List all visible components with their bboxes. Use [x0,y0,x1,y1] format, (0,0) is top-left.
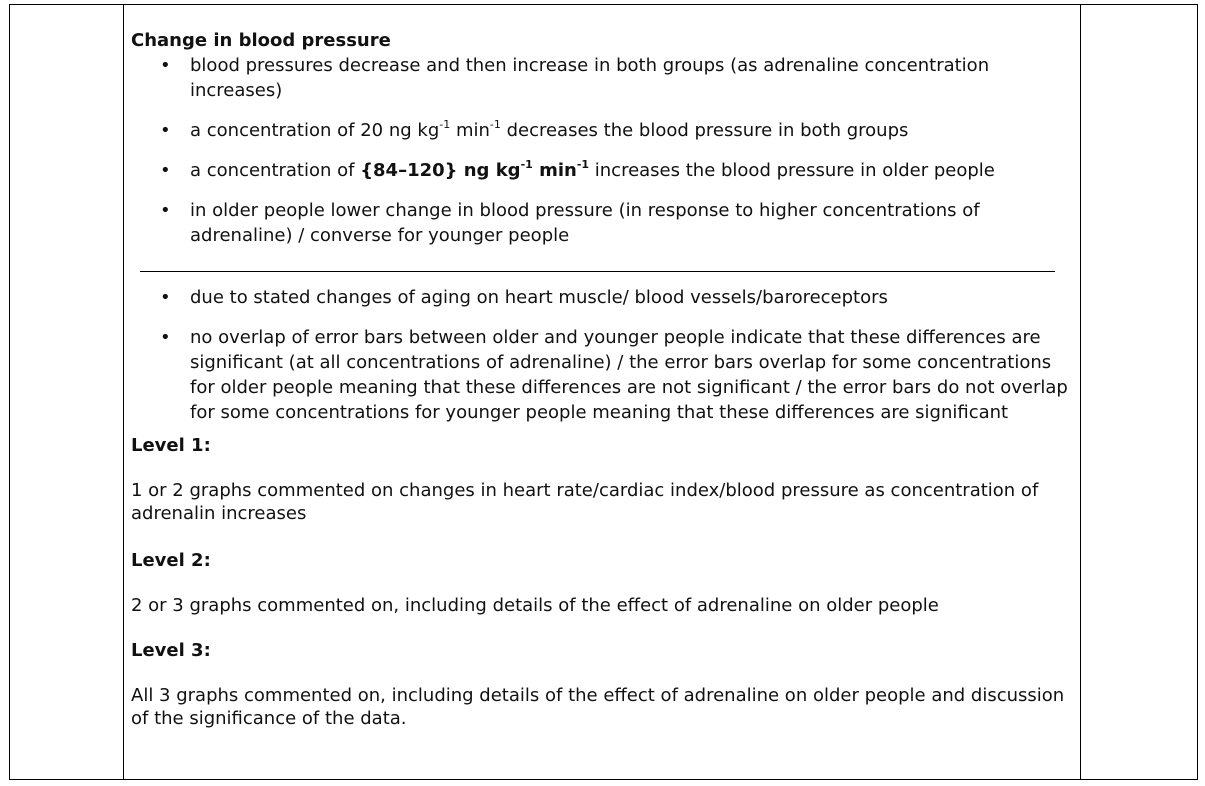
column-divider-left [123,5,124,779]
level-2-text: 2 or 3 graphs commented on, including details of the effect of adrenaline on older people [131,595,939,616]
bullet-item: • blood pressures decrease and then increase in both groups (as adrenaline concentration increases) [131,53,1071,103]
level-2-label: Level 2: [131,550,211,571]
horizontal-divider [140,271,1055,272]
section-heading: Change in blood pressure [131,30,391,51]
bullet-item-conc-20: • a concentration of 20 ng $kg^{-1}$ $\min^{-1}$ decreases the blood pressure in both groups [131,118,1071,143]
level-1-text: 1 or 2 graphs commented on changes in heart rate/cardiac index/blood pressure as concentration of adrenalin increases [131,480,1039,524]
bullet-list-aging [131,285,1071,425]
level-1-label: Level 1: [131,435,211,456]
answer-cell [131,28,1071,730]
level-3-label: Level 3: [131,640,211,661]
level-3-text: All 3 graphs commented on, including details of the effect of adrenaline on older people and discussion of the significance of the data. [131,685,1065,729]
column-divider-right [1080,5,1081,779]
bullet-list-blood-pressure [131,53,1071,248]
bullet-item: • no overlap of error bars between older and younger people indicate that these differences are significant (at all concentrations of adrenaline) / the error bars overlap for some concentrations for older people meaning that these differences are not significant / the error bars do not overlap for some concentrations for younger people meaning that these differences are significant [131,325,1071,425]
bullet-item: • in older people lower change in blood pressure (in response to higher concentrations of adrenaline) / converse for younger people [131,198,1071,248]
bullet-item: • due to stated changes of aging on heart muscle/ blood vessels/baroreceptors [131,285,1071,310]
bullet-item-conc-84: • a concentration of {84–120} ng $kg^{-1}$ $\min^{-1}$ increases the blood pressure in older people [131,158,1071,183]
